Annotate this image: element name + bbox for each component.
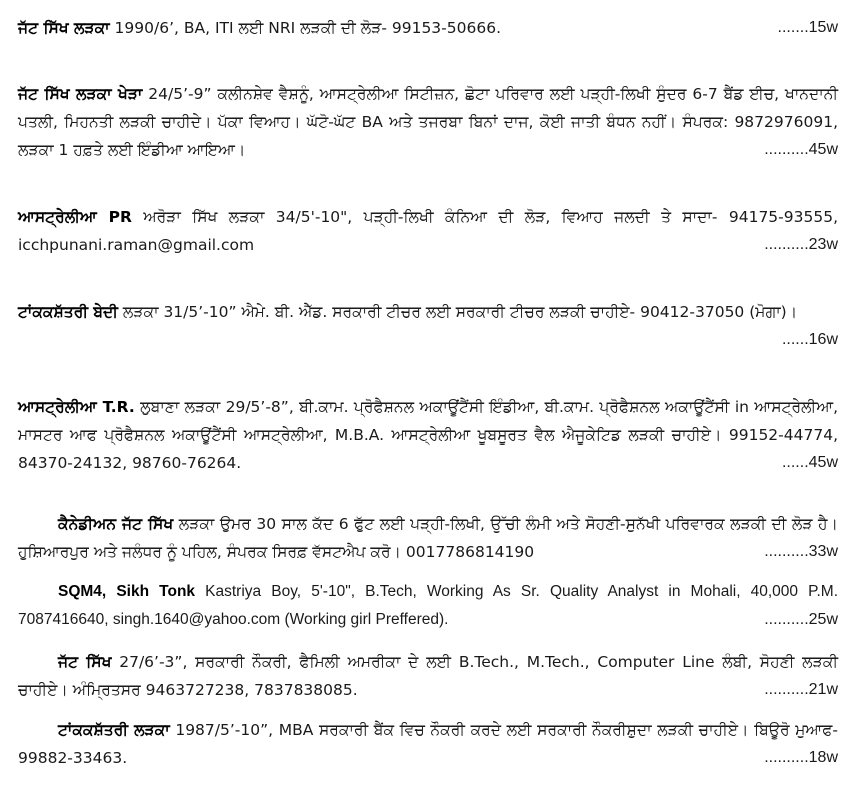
ad-word-count: ..........21w: [764, 681, 838, 698]
ad-headline: ਕੈਨੇਡੀਅਨ ਜੱਟ ਸਿੱਖ: [58, 515, 174, 533]
ad-headline: ਟਾਂਕਕਸ਼ੱਤਰੀ ਲੜਕਾ: [58, 721, 170, 739]
ad-listing: [18, 648, 838, 704]
ad-body: ਲੜਕਾ ਉਮਰ 30 ਸਾਲ ਕੱਦ 6 ਫੁੱਟ ਲਈ ਪੜ੍ਹੀ-ਲਿਖੀ, ਉੱਚੀ ਲੰਮੀ ਅਤੇ ਸੋਹਣੀ-ਸੁਨੱਖੀ ਪਰਿਵਾਰਕ ਲੜਕੀ ਦੀ ਲੋੜ ਹੈ। ਹੁਸ਼ਿਆਰਪੁਰ ਅਤੇ ਜਲੰਧਰ ਨੂੰ ਪਹਿਲ, ਸੰਪਰਕ ਸਿਰਫ਼ ਵੱਸਟਐਪ ਕਰੋ। 0017786814190: [18, 515, 838, 561]
ad-body: Kastriya Boy, 5'-10", B.Tech, Working As Sr. Quality Analyst in Mohali, 40,000 P.M. 7087416640, singh.1640@yahoo.com (Working girl Preffered).: [18, 583, 838, 628]
ad-headline: ਆਸਟ੍ਰੇਲੀਆ PR: [18, 208, 132, 226]
ad-headline: ਜੱਟ ਸਿੱਖ ਲੜਕਾ ਖੇੜਾ: [18, 85, 143, 103]
ad-word-count: ..........45w: [764, 141, 838, 158]
ad-listing: [18, 510, 838, 566]
ad-headline: ਟਾਂਕਕਸ਼ੱਤਰੀ ਬੇਦੀ: [18, 303, 118, 321]
ad-headline: ਆਸਟ੍ਰੇਲੀਆ T.R.: [18, 398, 135, 416]
ad-listing: [18, 578, 838, 634]
ad-word-count: ..........23w: [764, 236, 838, 253]
ad-word-count: ..........18w: [764, 749, 838, 766]
ad-headline: ਜੱਟ ਸਿੱਖ: [58, 653, 112, 671]
ad-listing: [18, 393, 838, 477]
ad-body: ਲੁਬਾਣਾ ਲੜਕਾ 29/5’-8”, ਬੀ.ਕਾਮ. ਪ੍ਰੋਫੈਸ਼ਨਲ ਅਕਾਊਂਟੈਂਸੀ ਇੰਡੀਆ, ਬੀ.ਕਾਮ. ਪ੍ਰੋਫੈਸ਼ਨਲ ਅਕਾਊਂਟੈਂਸੀ in ਆਸਟ੍ਰੇਲੀਆ, ਮਾਸਟਰ ਆਫ ਪ੍ਰੋਫੈਸ਼ਨਲ ਅਕਾਊਂਟੈਂਸੀ ਆਸਟ੍ਰੇਲੀਆ, M.B.A. ਆਸਟ੍ਰੇਲੀਆ ਖੂਬਸੂਰਤ ਵੈਲ ਐਜੂਕੇਟਿਡ ਲੜਕੀ ਚਾਹੀਏ। 99152-44774, 84370-24132, 98760-76264.: [18, 398, 838, 472]
ad-word-count: ..........25w: [764, 611, 838, 628]
ad-body: 1987/5’-10”, MBA ਸਰਕਾਰੀ ਬੈਂਕ ਵਿਚ ਨੌਕਰੀ ਕਰਦੇ ਲਈ ਸਰਕਾਰੀ ਨੌਕਰੀਸ਼ੁਦਾ ਲੜਕੀ ਚਾਹੀਏ। ਬਿਊਰੋ ਮੁਆਫ- 99882-33463.: [18, 721, 839, 767]
ad-body: 1990/6’, BA, ITI ਲਈ NRI ਲੜਕੀ ਦੀ ਲੋੜ- 99153-50666.: [109, 19, 501, 37]
ad-word-count: .......15w: [777, 19, 838, 36]
ad-listing: [18, 203, 838, 259]
ad-body: ਅਰੋੜਾ ਸਿੱਖ ਲੜਕਾ 34/5'-10", ਪੜ੍ਹੀ-ਲਿਖੀ ਕੰਨਿਆ ਦੀ ਲੋੜ, ਵਿਆਹ ਜਲਦੀ ਤੇ ਸਾਦਾ- 94175-93555, icchpunani.raman@gmail.com: [18, 208, 839, 254]
ad-listing: [18, 80, 838, 164]
ad-word-count: ......16w: [781, 331, 838, 348]
ad-listing: [18, 716, 838, 772]
ad-body: ਲੜਕਾ 31/5’-10” ਐਮੇ. ਬੀ. ਐੱਡ. ਸਰਕਾਰੀ ਟੀਚਰ ਲਈ ਸਰਕਾਰੀ ਟੀਚਰ ਲੜਕੀ ਚਾਹੀਏ- 90412-37050 (ਮੋਗਾ)।: [117, 303, 798, 321]
ad-word-count: ......45w: [781, 454, 838, 471]
ad-body: 24/5’-9” ਕਲੀਨਸ਼ੇਵ ਵੈਸ਼ਨੂੰ, ਆਸਟ੍ਰੇਲੀਆ ਸਿਟੀਜ਼ਨ, ਛੋਟਾ ਪਰਿਵਾਰ ਲਈ ਪੜ੍ਹੀ-ਲਿਖੀ ਸੁੰਦਰ 6-7 ਬੈਂਡ ਈਚ, ਖਾਨਦਾਨੀ ਪਤਲੀ, ਮਿਹਨਤੀ ਲੜਕੀ ਚਾਹੀਦੇ। ਪੱਕਾ ਵਿਆਹ। ਘੱਟੋ-ਘੱਟ BA ਅਤੇ ਤਜਰਬਾ ਬਿਨਾਂ ਦਾਜ, ਕੋਈ ਜਾਤੀ ਬੰਧਨ ਨਹੀਂ। ਸੰਪਰਕ: 9872976091, ਲੜਕਾ 1 ਹਫ਼ਤੇ ਲਈ ਇੰਡੀਆ ਆਇਆ।: [18, 85, 839, 159]
ad-listing: [18, 14, 838, 42]
ad-listing: [18, 298, 838, 354]
ad-word-count: ..........33w: [764, 543, 838, 560]
ad-headline: SQM4, Sikh Tonk: [58, 583, 196, 600]
ad-headline: ਜੱਟ ਸਿੱਖ ਲੜਕਾ: [18, 19, 110, 37]
ad-body: 27/6’-3”, ਸਰਕਾਰੀ ਨੌਕਰੀ, ਫੈਮਿਲੀ ਅਮਰੀਕਾ ਦੇ ਲਈ B.Tech., M.Tech., Computer Line ਲੰਬੀ, ਸੋਹਣੀ ਲੜਕੀ ਚਾਹੀਏ। ਅੰਮ੍ਰਿਤਸਰ 9463727238, 7837838085.: [18, 653, 838, 699]
